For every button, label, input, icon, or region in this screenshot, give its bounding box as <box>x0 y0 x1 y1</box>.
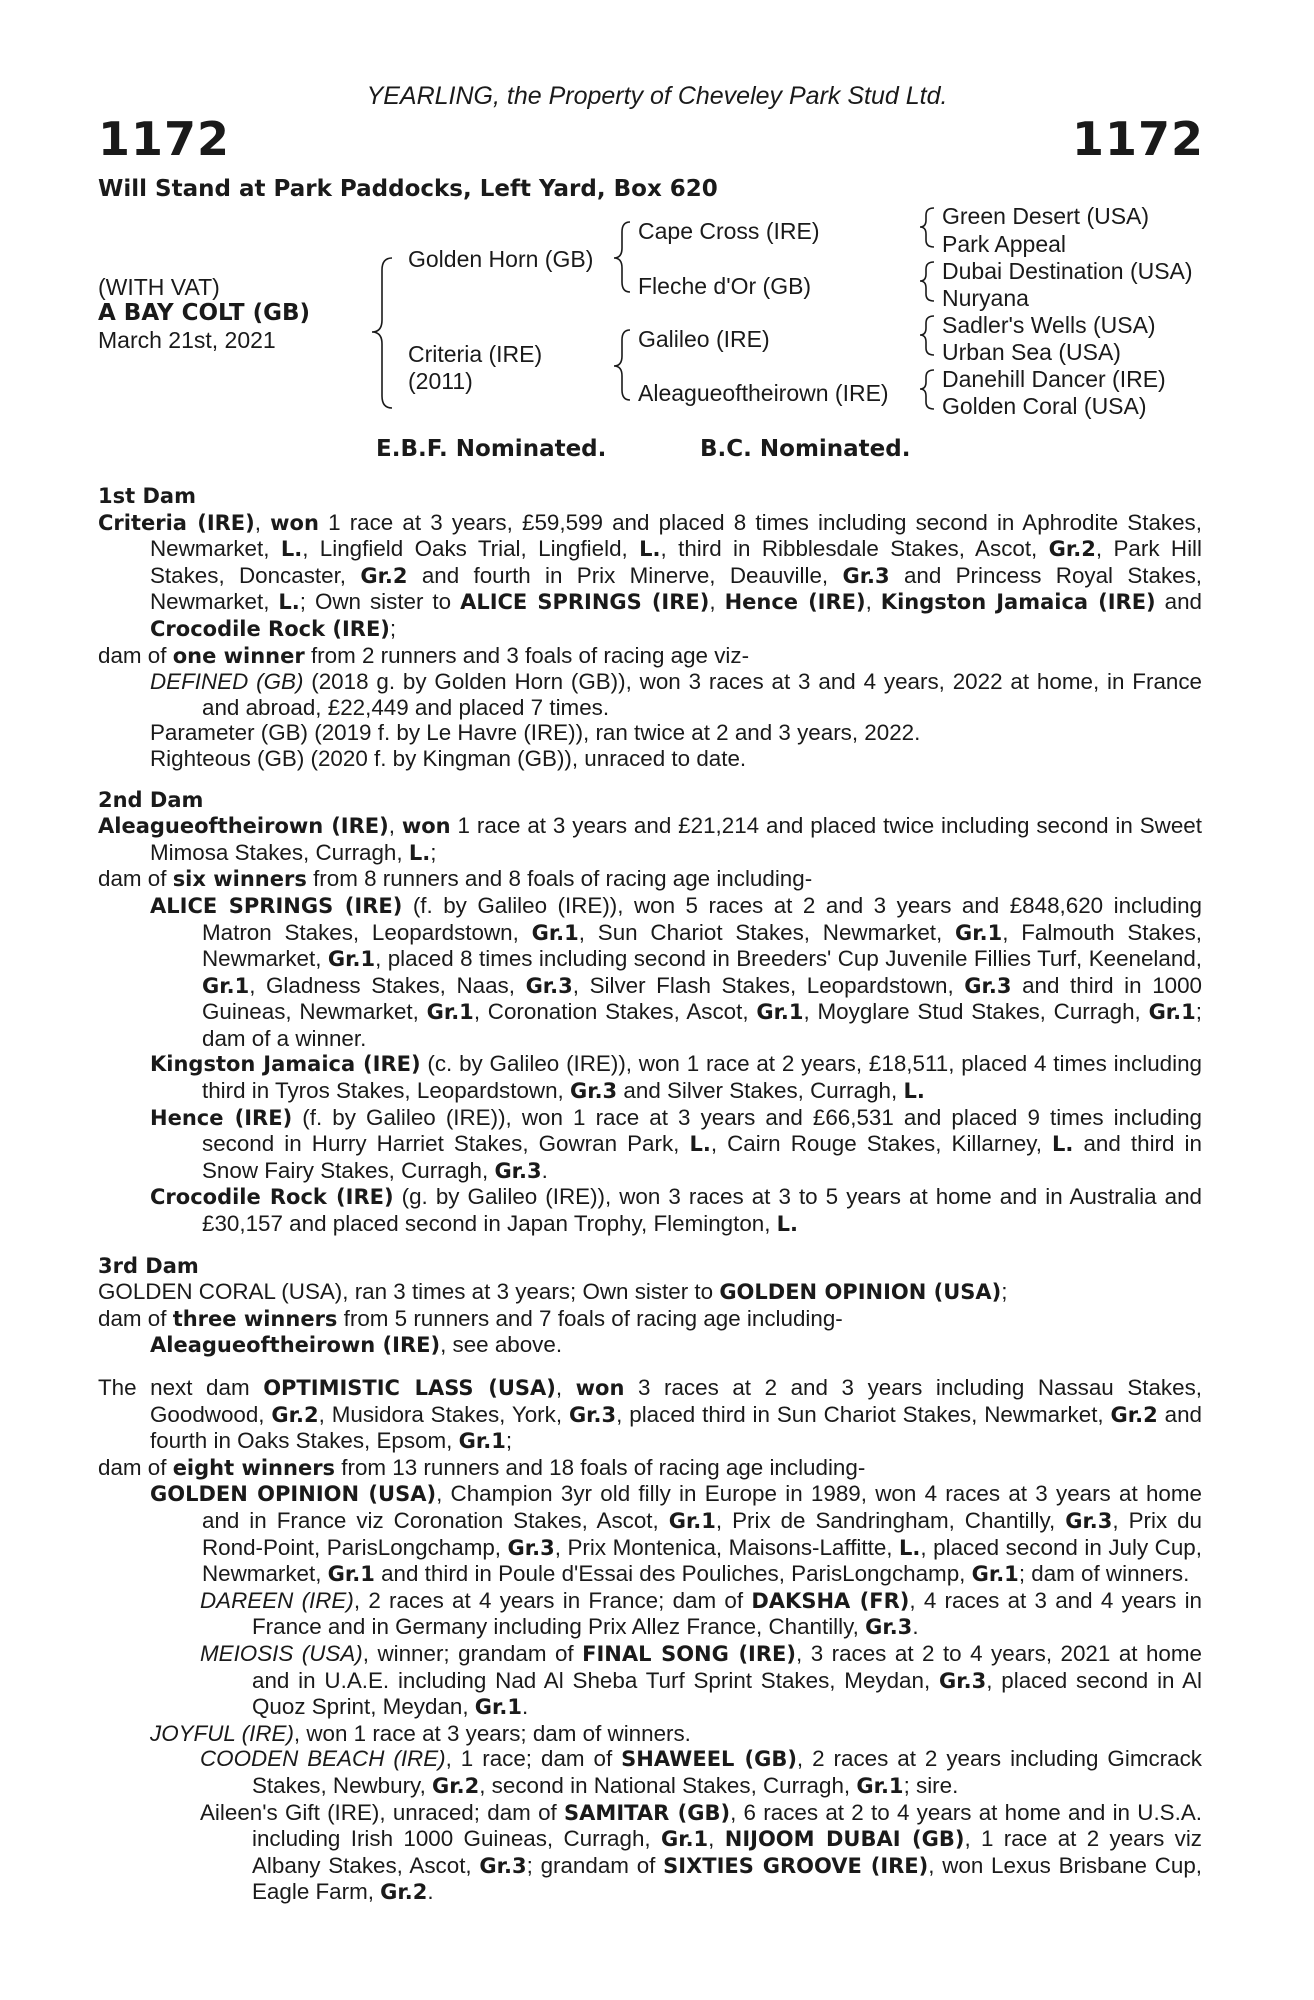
bracket-g34 <box>920 262 934 301</box>
list-item: DAREEN (IRE), 2 races at 4 years in France; dam of DAKSHA (FR), 4 races at 3 and 4 years in France and in Germany including Prix Allez France, Chantilly, Gr.3. <box>200 1587 1203 1640</box>
list-item: Aileen's Gift (IRE), unraced; dam of SAMITAR (GB), 6 races at 2 to 4 years at home and in U.S.A. including Irish 1000 Guineas, Curragh, Gr.1, NIJOOM DUBAI (GB), 1 race at 2 years viz Albany Stakes, Ascot, Gr.3; grandam of SIXTIES GROOVE (IRE), won Lexus Brisbane Cup, Eagle Farm, Gr.2. <box>200 1799 1202 1905</box>
first-dam-produce: dam of one winner from 2 runners and 3 foals of racing age viz- <box>98 642 750 668</box>
list-item: Crocodile Rock (IRE) (g. by Galileo (IRE)), won 3 races at 3 to 5 years at home and in Australia and £30,157 and placed second in Japan Trophy, Flemington, L. <box>150 1184 1202 1237</box>
bracket-g56 <box>920 316 934 355</box>
pedigree-dam-dam: Aleagueoftheirown (IRE) <box>638 380 889 406</box>
list-item: COODEN BEACH (IRE), 1 race; dam of SHAWEEL (GB), 2 races at 2 years including Gimcrack Stakes, Newbury, Gr.2, second in National Stakes, Curragh, Gr.1; sire. <box>200 1746 1202 1798</box>
pedigree-g2: Park Appeal <box>942 231 1067 257</box>
bracket-dam <box>614 330 630 400</box>
list-item: Parameter (GB) (2019 f. by Le Havre (IRE)), ran twice at 2 and 3 years, 2022. <box>150 720 921 746</box>
bc-nominated: B.C. Nominated. <box>700 436 911 462</box>
second-dam-heading: 2nd Dam <box>98 787 204 812</box>
bracket-g78 <box>920 370 934 409</box>
list-item: DEFINED (GB) (2018 g. by Golden Horn (GB)), won 3 races at 3 and 4 years, 2022 at home, in France and abroad, £22,449 and placed 7 times. <box>150 669 1202 720</box>
pedigree-dam: Criteria (IRE) <box>408 341 543 367</box>
pedigree-notes <box>98 484 1202 1906</box>
list-item: Righteous (GB) (2020 f. by Kingman (GB)), unraced to date. <box>150 745 747 771</box>
pedigree-g1: Green Desert (USA) <box>942 203 1150 229</box>
page-subtitle: YEARLING, the Property of Cheveley Park Stud Ltd. <box>366 82 948 110</box>
horse-name: A BAY COLT (GB) <box>98 300 311 326</box>
pedigree-sire-sire: Cape Cross (IRE) <box>638 218 820 244</box>
list-item: MEIOSIS (USA), winner; grandam of FINAL SONG (IRE), 3 races at 2 to 4 years, 2021 at home and in U.A.E. including Nad Al Sheba Turf Sprint Stakes, Meydan, Gr.3, placed second in Al Quoz Sprint, Meydan, Gr.1. <box>200 1640 1203 1720</box>
pedigree-g5: Sadler's Wells (USA) <box>942 312 1156 338</box>
pedigree-sire-dam: Fleche d'Or (GB) <box>638 273 812 299</box>
first-dam-heading: 1st Dam <box>98 484 196 508</box>
ebf-nominated: E.B.F. Nominated. <box>376 436 607 462</box>
foaling-date: March 21st, 2021 <box>98 327 276 353</box>
list-item: ALICE SPRINGS (IRE) (f. by Galileo (IRE)), won 5 races at 2 and 3 years and £848,620 including Matron Stakes, Leopardstown, Gr.1, Sun Chariot Stakes, Newmarket, Gr.1, Falmouth Stakes, Newmarket, Gr.1, placed 8 times including second in Breeders' Cup Juvenile Fillies Turf, Keeneland, Gr.1, Gladness Stakes, Naas, Gr.3, Silver Flash Stakes, Leopardstown, Gr.3 and third in 1000 Guineas, Newmarket, Gr.1, Coronation Stakes, Ascot, Gr.1, Moyglare Stud Stakes, Curragh, Gr.1; dam of a winner. <box>150 892 1202 1051</box>
second-dam-record: Aleagueoftheirown (IRE), won 1 race at 3 years and £21,214 and placed twice including second in Sweet Mimosa Stakes, Curragh, L.; <box>98 813 1202 865</box>
list-item: Kingston Jamaica (IRE) (c. by Galileo (IRE)), won 1 race at 2 years, £18,511, placed 4 times including third in Tyros Stakes, Leopardstown, Gr.3 and Silver Stakes, Curragh, L. <box>150 1051 1202 1104</box>
pedigree-g4: Nuryana <box>942 285 1029 311</box>
lot-number-right: 1172 <box>1071 112 1204 166</box>
pedigree-g3: Dubai Destination (USA) <box>942 258 1193 284</box>
first-dam-record: Criteria (IRE), won 1 race at 3 years, £59,599 and placed 8 times including second in Aphrodite Stakes, Newmarket, L., Lingfield Oaks Trial, Lingfield, L., third in Ribblesdale Stakes, Ascot, Gr.2, Park Hill Stakes, Doncaster, Gr.2 and fourth in Prix Minerve, Deauville, Gr.3 and Princess Royal Stakes, Newmarket, L.; Own sister to ALICE SPRINGS (IRE), Hence (IRE), Kingston Jamaica (IRE) and Crocodile Rock (IRE); <box>98 509 1203 641</box>
next-dam-record: The next dam OPTIMISTIC LASS (USA), won 3 races at 2 and 3 years including Nassau Stakes, Goodwood, Gr.2, Musidora Stakes, York, Gr.3, placed third in Sun Chariot Stakes, Newmarket, Gr.2 and fourth in Oaks Stakes, Epsom, Gr.1; <box>98 1375 1203 1454</box>
pedigree-brackets <box>0 0 1314 440</box>
pedigree-sire: Golden Horn (GB) <box>408 246 594 272</box>
stand-location: Will Stand at Park Paddocks, Left Yard, Box 620 <box>98 176 718 202</box>
pedigree-dam-sire: Galileo (IRE) <box>638 326 770 352</box>
pedigree-g8: Golden Coral (USA) <box>942 393 1147 419</box>
bracket-g12 <box>920 208 934 247</box>
first-dam-name: Criteria (IRE) <box>98 510 255 535</box>
lot-number-left: 1172 <box>98 112 231 166</box>
second-dam-produce: dam of six winners from 8 runners and 8 foals of racing age including- <box>98 866 813 892</box>
pedigree-g7: Danehill Dancer (IRE) <box>942 366 1166 392</box>
list-item: JOYFUL (IRE), won 1 race at 3 years; dam of winners. <box>150 1720 691 1746</box>
list-item: Aleagueoftheirown (IRE), see above. <box>150 1332 563 1358</box>
bracket-sire <box>614 222 630 292</box>
list-item: Hence (IRE) (f. by Galileo (IRE)), won 1 race at 3 years and £66,531 and placed 9 times including second in Hurry Harriet Stakes, Gowran Park, L., Cairn Rouge Stakes, Killarney, L. and third in Snow Fairy Stakes, Curragh, Gr.3. <box>150 1104 1203 1183</box>
third-dam-heading: 3rd Dam <box>98 1253 199 1278</box>
next-dam-produce: dam of eight winners from 13 runners and 18 foals of racing age including- <box>98 1454 866 1480</box>
list-item: GOLDEN OPINION (USA), Champion 3yr old filly in Europe in 1989, won 4 races at 3 years at home and in France viz Coronation Stakes, Ascot, Gr.1, Prix de Sandringham, Chantilly, Gr.3, Prix du Rond-Point, ParisLongchamp, Gr.3, Prix Montenica, Maisons-Laffitte, L., placed second in July Cup, Newmarket, Gr.1 and third in Poule d'Essai des Pouliches, ParisLongchamp, Gr.1; dam of winners. <box>150 1481 1202 1587</box>
pedigree-dam-year: (2011) <box>408 368 473 394</box>
pedigree-g6: Urban Sea (USA) <box>942 339 1121 365</box>
third-dam-record: GOLDEN CORAL (USA), ran 3 times at 3 years; Own sister to GOLDEN OPINION (USA); <box>98 1279 1008 1305</box>
second-dam-name: Aleagueoftheirown (IRE) <box>98 814 389 839</box>
vat-note: (WITH VAT) <box>98 274 220 300</box>
third-dam-produce: dam of three winners from 5 runners and 7 foals of racing age including- <box>98 1305 843 1331</box>
bracket-main <box>372 258 392 408</box>
